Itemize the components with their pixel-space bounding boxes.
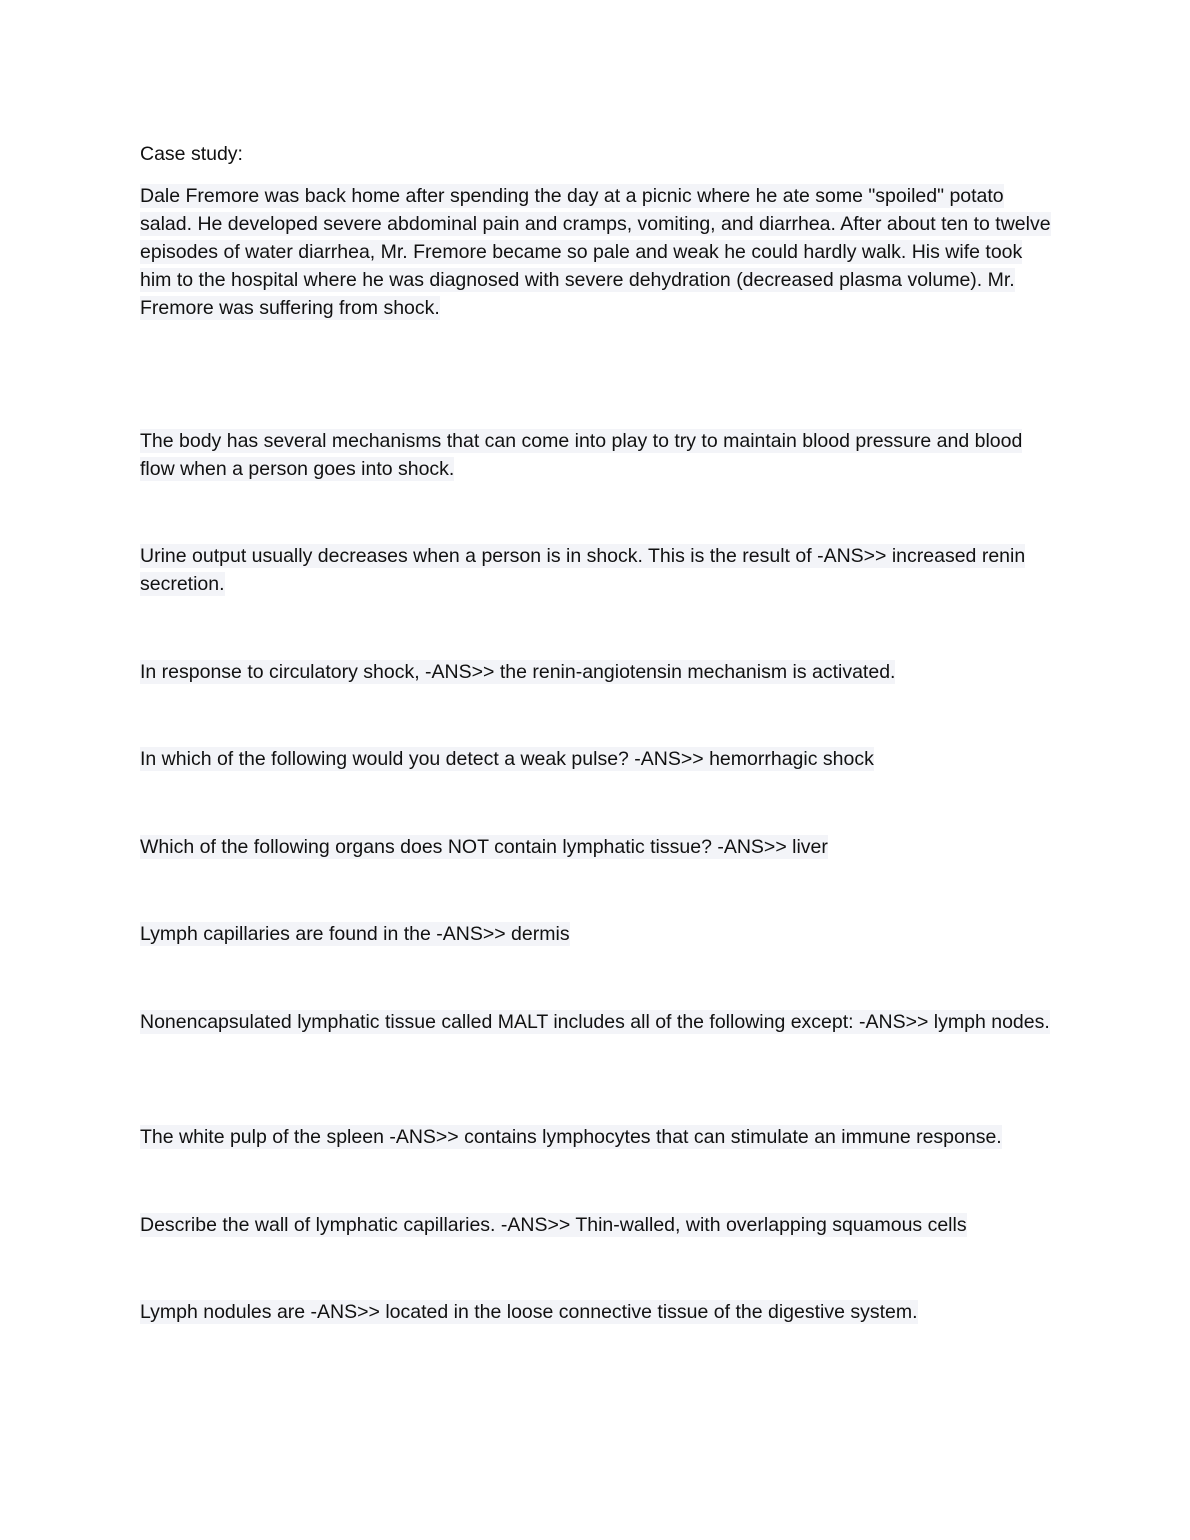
qa-item <box>140 542 1055 598</box>
qa-text: Which of the following organs does NOT contain lymphatic tissue? -ANS>> liver <box>140 836 828 858</box>
qa-text: Lymph nodules are -ANS>> located in the loose connective tissue of the digestive system. <box>140 1301 918 1323</box>
qa-text: In response to circulatory shock, -ANS>> the renin-angiotensin mechanism is activated. <box>140 661 896 683</box>
qa-item <box>140 1298 1055 1326</box>
case-study-heading: Case study: <box>140 143 243 165</box>
qa-text: Urine output usually decreases when a person is in shock. This is the result of -ANS>> increased renin secretion. <box>140 545 1026 595</box>
intro-paragraph <box>140 427 1055 483</box>
qa-text: Lymph capillaries are found in the -ANS>> dermis <box>140 923 570 945</box>
qa-item <box>140 1211 1055 1239</box>
qa-text: Describe the wall of lymphatic capillaries. -ANS>> Thin-walled, with overlapping squamous cells <box>140 1214 967 1236</box>
qa-text: The white pulp of the spleen -ANS>> contains lymphocytes that can stimulate an immune response. <box>140 1126 1002 1148</box>
qa-item <box>140 1008 1055 1036</box>
intro-text: The body has several mechanisms that can come into play to try to maintain blood pressure and blood flow when a person goes into shock. <box>140 430 1023 480</box>
qa-item <box>140 1123 1055 1151</box>
qa-item <box>140 833 1055 861</box>
qa-text: In which of the following would you detect a weak pulse? -ANS>> hemorrhagic shock <box>140 748 874 770</box>
qa-item <box>140 920 1055 948</box>
case-description-text: Dale Fremore was back home after spending the day at a picnic where he ate some "spoiled" potato salad. He developed severe abdominal pain and cramps, vomiting, and diarrhea. After about ten to twelve episodes of water diarrhea, Mr. Fremore became so pale and weak he could hardly walk. His wife took him to the hospital where he was diagnosed with severe dehydration (decreased plasma volume). Mr. Fremore was suffering from shock. <box>140 185 1051 319</box>
qa-item <box>140 658 1055 686</box>
case-description <box>140 182 1055 322</box>
qa-text: Nonencapsulated lymphatic tissue called MALT includes all of the following except: -ANS>> lymph nodes. <box>140 1011 1050 1033</box>
qa-item <box>140 745 1055 773</box>
